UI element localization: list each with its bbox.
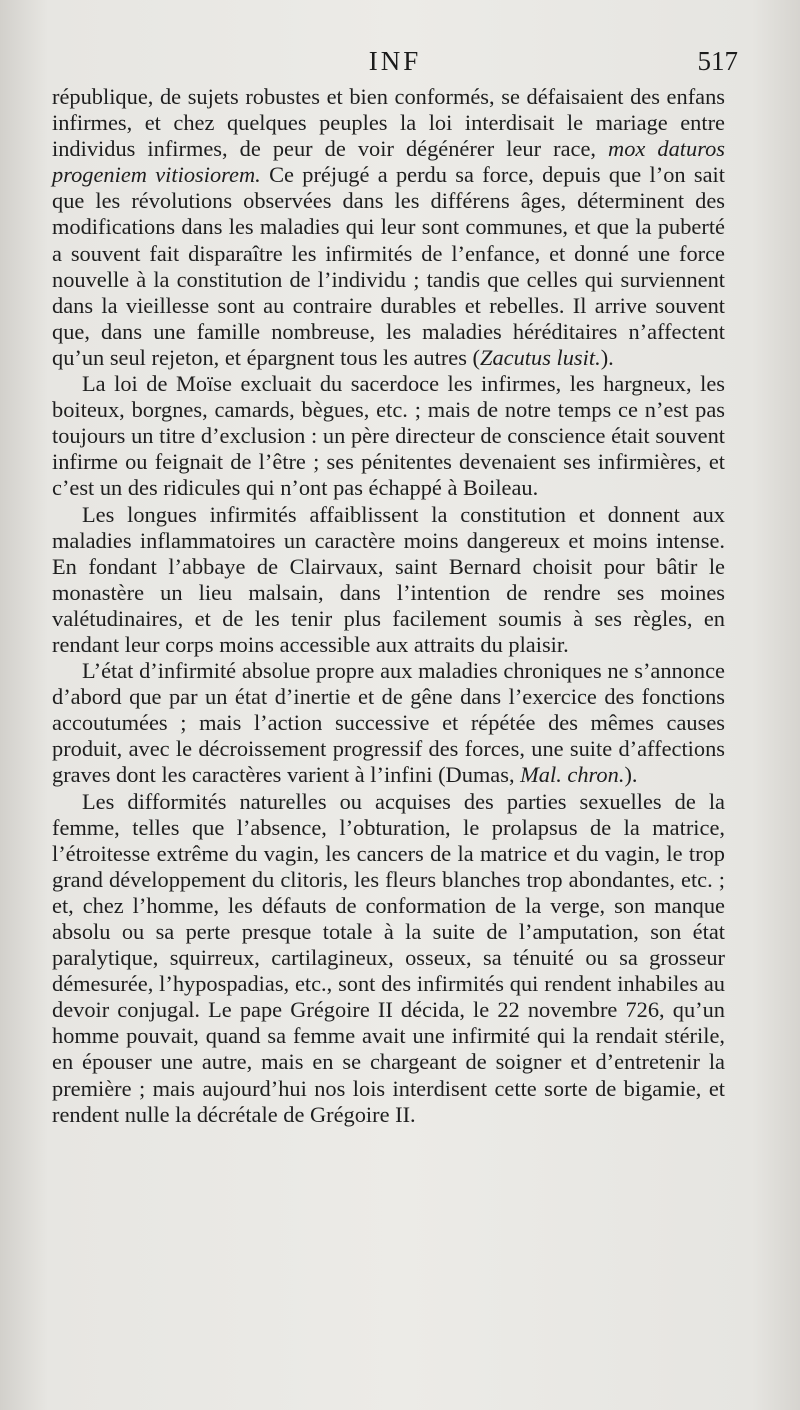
paragraph <box>52 84 725 371</box>
page-number: 517 <box>697 46 738 76</box>
paragraph <box>52 658 725 788</box>
italic-text: mox daturos progeniem vitiosiorem. <box>52 136 725 188</box>
paragraph-text: ). <box>624 762 638 788</box>
paragraph-text: république, de sujets robustes et bien conformés, se défaisaient des enfans infirmes, et chez quelques peuples la loi interdisait le mariage entre individus infirmes, de peur de voir dégénérer leur race, <box>52 84 725 162</box>
running-head-word: INF <box>368 46 422 76</box>
paragraph-text: Ce préjugé a perdu sa force, depuis que l’on sait que les révolutions observées dans les différens âges, déterminent des modifications dans les maladies qui leur sont communes, et que la puberté a souvent fait disparaître les infirmités de l’enfance, et donné une force nouvelle à la constitution de l’individu ; tandis que celles qui surviennent dans la vieillesse sont au contraire durables et rebelles. Il arrive souvent que, dans une famille nombreuse, les maladies héréditaires n’affectent qu’un seul rejeton, et épargnent tous les autres ( <box>52 162 725 370</box>
italic-text: Mal. chron. <box>520 762 625 788</box>
body-text <box>52 84 725 1128</box>
paragraph-text: La loi de Moïse excluait du sacerdoce les infirmes, les hargneux, les boiteux, borgnes, camards, bègues, etc. ; mais de notre temps ce n’est pas toujours un titre d’exclusion : un père directeur de conscience était souvent infirme ou feignait de l’être ; ses pénitentes devenaient ses infirmières, et c’est un des ridicules qui n’ont pas échappé à Boileau. <box>52 371 725 501</box>
running-head <box>52 46 738 82</box>
italic-text: Zacutus lusit. <box>480 344 601 370</box>
paragraph-text: Les longues infirmités affaiblissent la constitution et donnent aux maladies inflammatoires un caractère moins dangereux et moins intense. En fondant l’abbaye de Clairvaux, saint Bernard choisit pour bâtir le monastère un lieu malsain, dans l’intention de rendre ses moines valétudinaires, et de les tenir plus facilement soumis à ses règles, en rendant leur corps moins accessible aux attraits du plaisir. <box>52 501 725 657</box>
paragraph-text: L’état d’infirmité absolue propre aux maladies chroniques ne s’annonce d’abord que par un état d’inertie et de gêne dans l’exercice des fonctions accoutumées ; mais l’action successive et répétée des mêmes causes produit, avec le décroissement progressif des forces, une suite d’affections graves dont les caractères varient à l’infini (Dumas, <box>52 658 725 788</box>
paragraph <box>52 789 725 1128</box>
paragraph-text: Les difformités naturelles ou acquises des parties sexuelles de la femme, telles que l’absence, l’obturation, le prolapsus de la matrice, l’étroitesse extrême du vagin, les cancers de la matrice et du vagin, le trop grand développement du clitoris, les fleurs blanches trop abondantes, etc. ; et, chez l’homme, les défauts de conformation de la verge, son manque absolu ou sa perte presque totale à la suite de l’amputation, son état paralytique, squirreux, cartilagineux, osseux, sa ténuité ou sa grosseur démesurée, l’hypospadias, etc., sont des infirmités qui rendent inhabiles au devoir conjugal. Le pape Grégoire II décida, le 22 novembre 726, qu’un homme pouvait, quand sa femme avait une infirmité qui la rendait stérile, en épouser une autre, mais en se chargeant de soigner et d’entretenir la première ; mais aujourd’hui nos lois interdisent cette sorte de bigamie, et rendent nulle la décrétale de Grégoire II. <box>52 788 725 1127</box>
paragraph <box>52 371 725 501</box>
paragraph <box>52 502 725 659</box>
paragraph-text: ). <box>600 344 614 370</box>
